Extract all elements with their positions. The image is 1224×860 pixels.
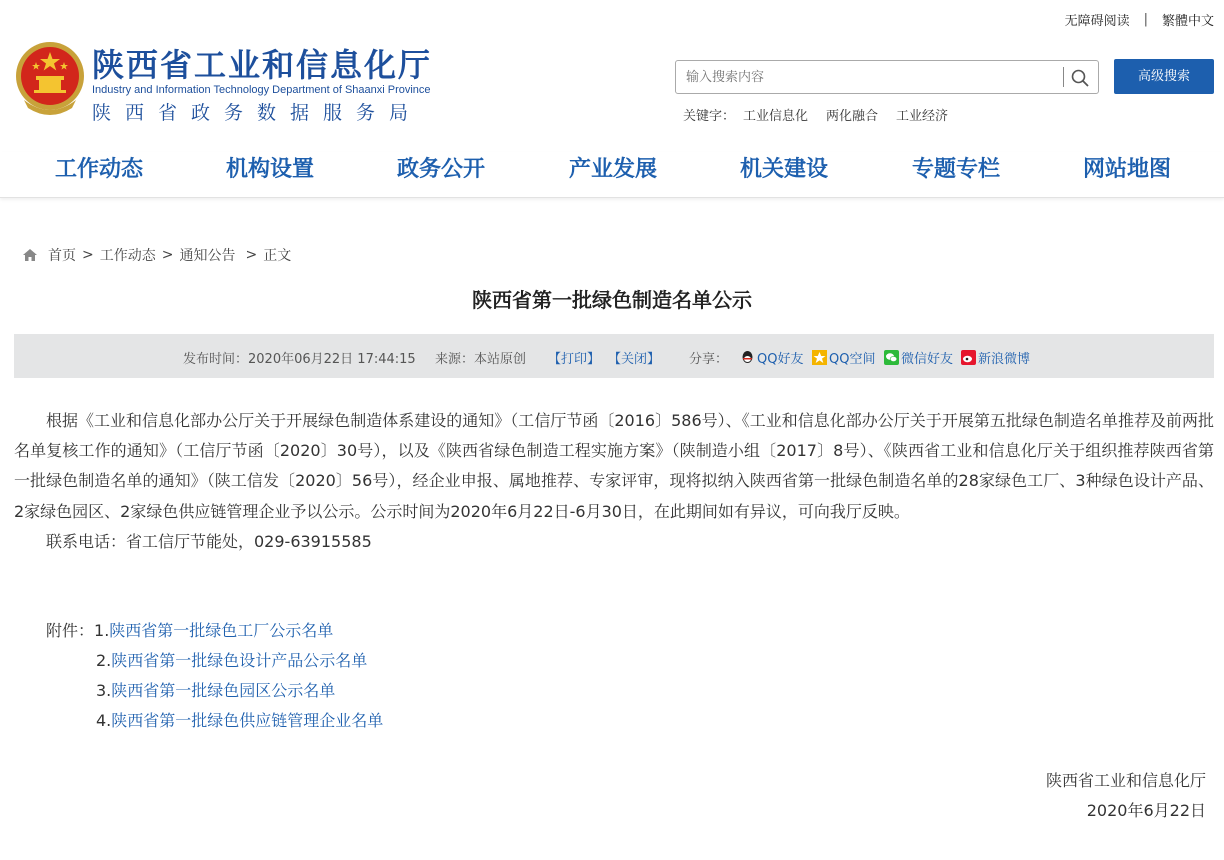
search-input[interactable] — [676, 61, 1056, 93]
traditional-chinese-link[interactable]: 繁體中文 — [1161, 14, 1214, 29]
nav-item-agency-building[interactable]: 机关建设 — [740, 157, 829, 182]
logo-subtitle: 陕西省政务数据服务局 — [92, 102, 423, 124]
article-meta-bar — [14, 334, 1214, 378]
attachment-row — [96, 708, 383, 731]
qzone-icon — [812, 350, 827, 365]
article-paragraph: 根据《工业和信息化部办公厅关于开展绿色制造体系建设的通知》（工信厅节函〔2016〕586号）、《工业和信息化部办公厅关于开展第五批绿色制造名单推荐及前两批名单复核工作的通知》（工信厅节函〔2020〕30号），以及《陕西省绿色制造工程实施方案》（陕制造小组〔2017〕8号）、《陕西省工业和信息化厅关于组织推荐陕西省第一批绿色制造名单的通知》（陕工信发〔2020〕56号），经企业申报、属地推荐、专家评审，现将拟纳入陕西省第一批绿色制造名单的28家绿色工厂、3种绿色设计产品、2家绿色园区、2家绿色供应链管理企业予以公示。公示时间为2020年6月22日-6月30日，在此期间如有异议，可向我厅反映。 — [14, 411, 1214, 521]
attachment-row — [96, 648, 367, 671]
print-link[interactable]: 【打印】 — [548, 352, 601, 367]
logo-english-title: Industry and Information Technology Department of Shaanxi Province — [92, 84, 431, 96]
nav-item-work-news[interactable]: 工作动态 — [55, 157, 144, 182]
keyword-link[interactable]: 工业经济 — [896, 109, 949, 124]
signature-date: 2020年6月22日 — [1086, 801, 1206, 820]
attachment-number: 3. — [96, 681, 112, 700]
keywords-label: 关键字： — [683, 109, 736, 124]
share-qzone-label: QQ空间 — [829, 352, 876, 367]
breadcrumb — [22, 245, 291, 265]
attachment-link[interactable]: 陕西省第一批绿色设计产品公示名单 — [111, 651, 368, 670]
attachment-row — [46, 618, 333, 641]
search-box — [675, 60, 1099, 94]
weibo-icon — [961, 350, 976, 365]
signature-org: 陕西省工业和信息化厅 — [1045, 771, 1206, 790]
share-wechat-label: 微信好友 — [901, 352, 954, 367]
keyword-link[interactable]: 工业信息化 — [743, 109, 809, 124]
utility-links — [1065, 10, 1214, 29]
home-icon — [22, 247, 38, 263]
keyword-link[interactable]: 两化融合 — [826, 109, 879, 124]
breadcrumb-current: 正文 — [263, 248, 292, 264]
attachment-label: 附件： — [46, 621, 95, 640]
utility-separator: | — [1143, 12, 1148, 27]
attachment-link[interactable]: 陕西省第一批绿色园区公示名单 — [111, 681, 336, 700]
breadcrumb-separator: > — [245, 247, 258, 263]
page-title: 陕西省第一批绿色制造名单公示 — [472, 288, 752, 312]
share-qq-friend[interactable] — [740, 348, 803, 367]
main-nav — [0, 152, 1224, 198]
site-logo[interactable] — [14, 40, 454, 124]
share-qzone[interactable] — [812, 348, 875, 367]
attachment-number: 1. — [94, 621, 110, 640]
share-weibo[interactable] — [961, 348, 1030, 367]
breadcrumb-notices[interactable]: 通知公告 — [179, 248, 236, 264]
accessible-reading-link[interactable]: 无障碍阅读 — [1064, 14, 1130, 29]
share-qq-friend-label: QQ好友 — [757, 352, 804, 367]
publish-time: 发布时间：2020年06月22日 17:44:15 — [183, 352, 416, 367]
nav-item-organization[interactable]: 机构设置 — [226, 157, 315, 182]
contact-line: 联系电话：省工信厅节能处，029-63915585 — [46, 531, 372, 551]
nav-item-government-affairs[interactable]: 政务公开 — [397, 157, 486, 182]
share-weibo-label: 新浪微博 — [978, 352, 1031, 367]
search-divider — [1063, 67, 1064, 87]
close-link[interactable]: 【关闭】 — [608, 352, 661, 367]
breadcrumb-separator: > — [161, 247, 174, 263]
breadcrumb-home[interactable]: 首页 — [48, 248, 76, 264]
nav-item-sitemap[interactable]: 网站地图 — [1083, 157, 1172, 182]
attachment-link[interactable]: 陕西省第一批绿色供应链管理企业名单 — [111, 711, 384, 730]
article-body — [14, 406, 1214, 557]
nav-item-industry[interactable]: 产业发展 — [569, 157, 658, 182]
attachment-number: 4. — [96, 711, 112, 730]
attachment-link[interactable]: 陕西省第一批绿色工厂公示名单 — [109, 621, 334, 640]
advanced-search-button[interactable]: 高级搜索 — [1114, 59, 1214, 94]
qq-icon — [740, 350, 755, 365]
share-wechat[interactable] — [884, 348, 953, 367]
national-emblem-icon — [14, 40, 86, 116]
breadcrumb-separator: > — [82, 247, 94, 263]
attachment-row — [96, 678, 335, 701]
breadcrumb-work-news[interactable]: 工作动态 — [99, 248, 156, 264]
share-label: 分享： — [689, 352, 729, 367]
search-keywords — [683, 105, 966, 124]
wechat-icon — [884, 350, 899, 365]
logo-title: 陕西省工业和信息化厅 — [92, 46, 433, 84]
nav-item-special-topics[interactable]: 专题专栏 — [912, 157, 1001, 182]
article-source: 来源：本站原创 — [435, 352, 527, 367]
attachment-number: 2. — [96, 651, 112, 670]
search-icon[interactable] — [1070, 68, 1090, 88]
